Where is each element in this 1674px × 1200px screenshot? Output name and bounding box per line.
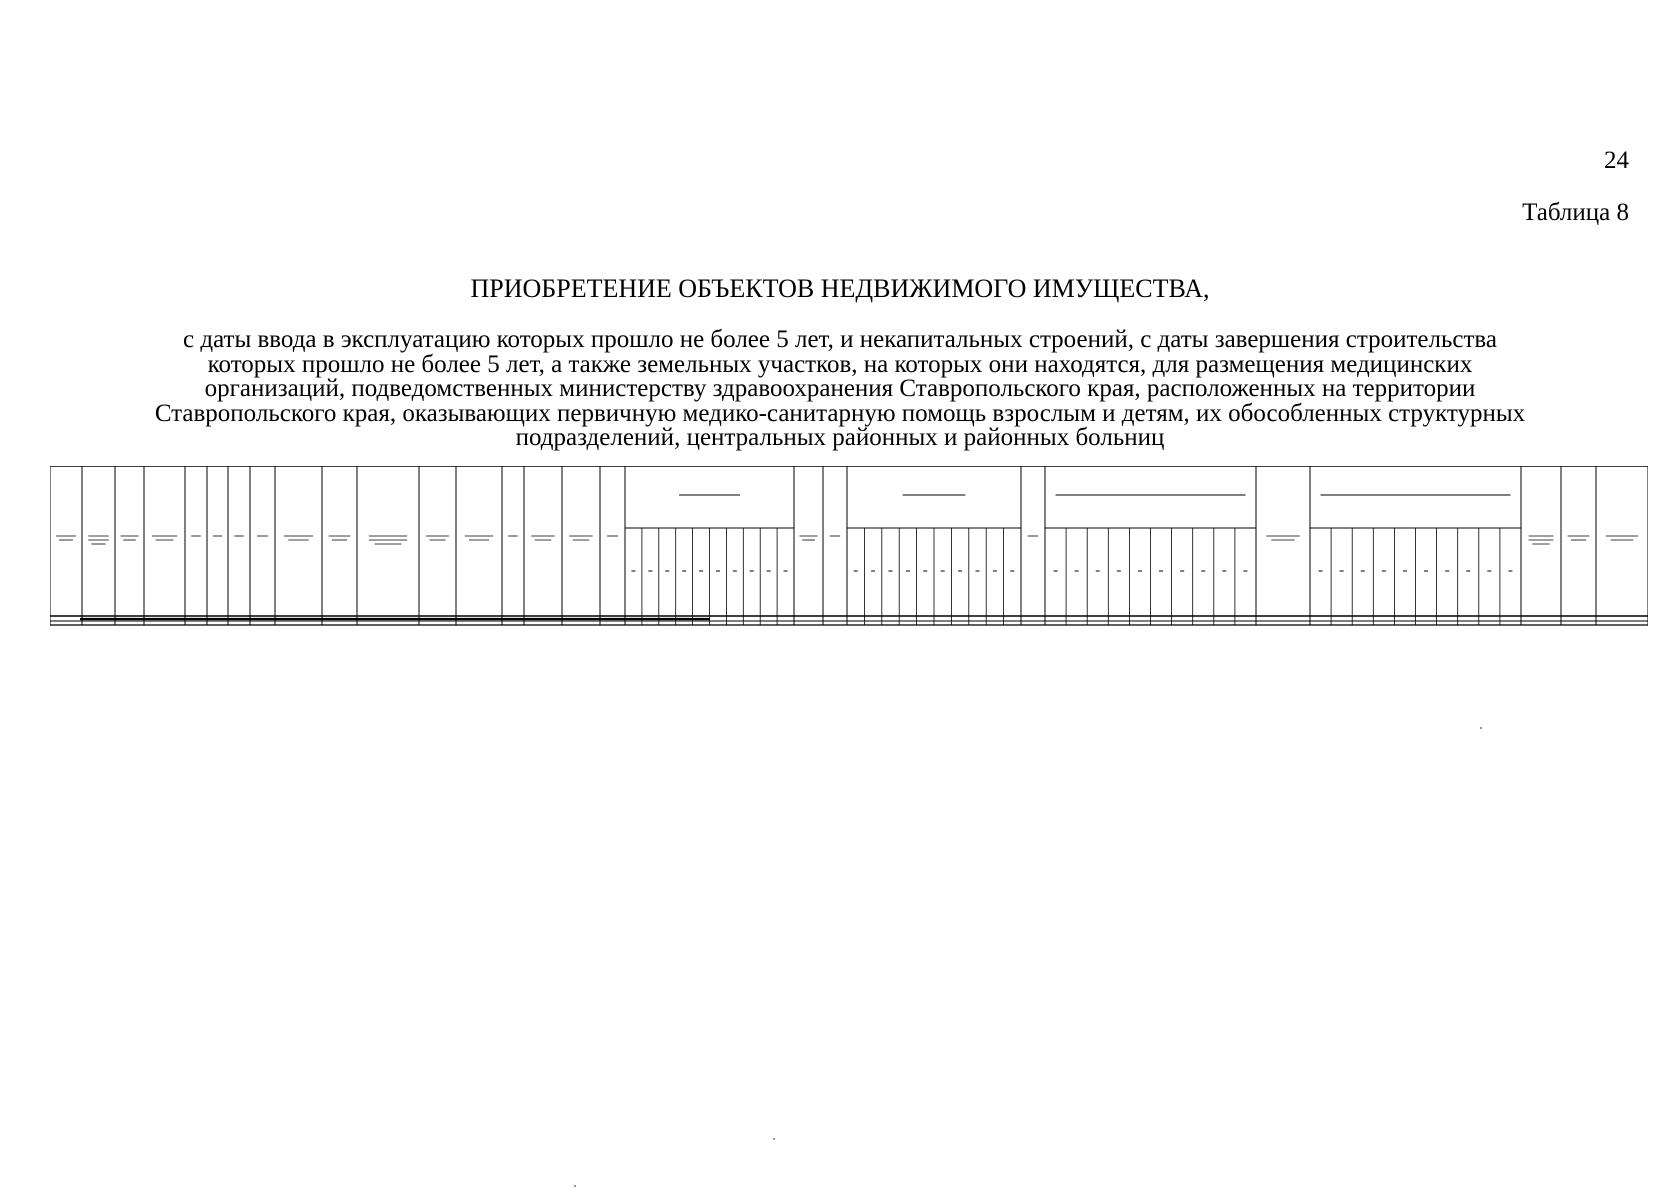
data-table-grid [50, 466, 1648, 626]
document-subtitle [40, 328, 1640, 451]
scan-speck [773, 1138, 775, 1140]
table-label: Таблица 8 [1522, 199, 1629, 226]
data-table-figure [50, 466, 1648, 626]
subtitle-line: организаций, подведомственных министерству здравоохранения Ставропольского края, расположенных на территории [204, 375, 1476, 402]
subtitle-line: Ставропольского края, оказывающих первичную медико-санитарную помощь взрослым и детям, их обособленных структурных [154, 399, 1526, 427]
scan-speck [574, 1185, 576, 1187]
subtitle-line: которых прошло не более 5 лет, а также земельных участков, на которых они находятся, для размещения медицинских [207, 350, 1473, 378]
scan-speck [1480, 727, 1482, 729]
subtitle-line: с даты ввода в эксплуатацию которых прошло не более 5 лет, и некапитальных строений, с даты завершения строительства [183, 326, 1497, 353]
document-title: ПРИОБРЕТЕНИЕ ОБЪЕКТОВ НЕДВИЖИМОГО ИМУЩЕСТВА, [470, 274, 1210, 303]
subtitle-line: подразделений, центральных районных и районных больниц [515, 424, 1165, 451]
page-number: 24 [1604, 147, 1629, 174]
